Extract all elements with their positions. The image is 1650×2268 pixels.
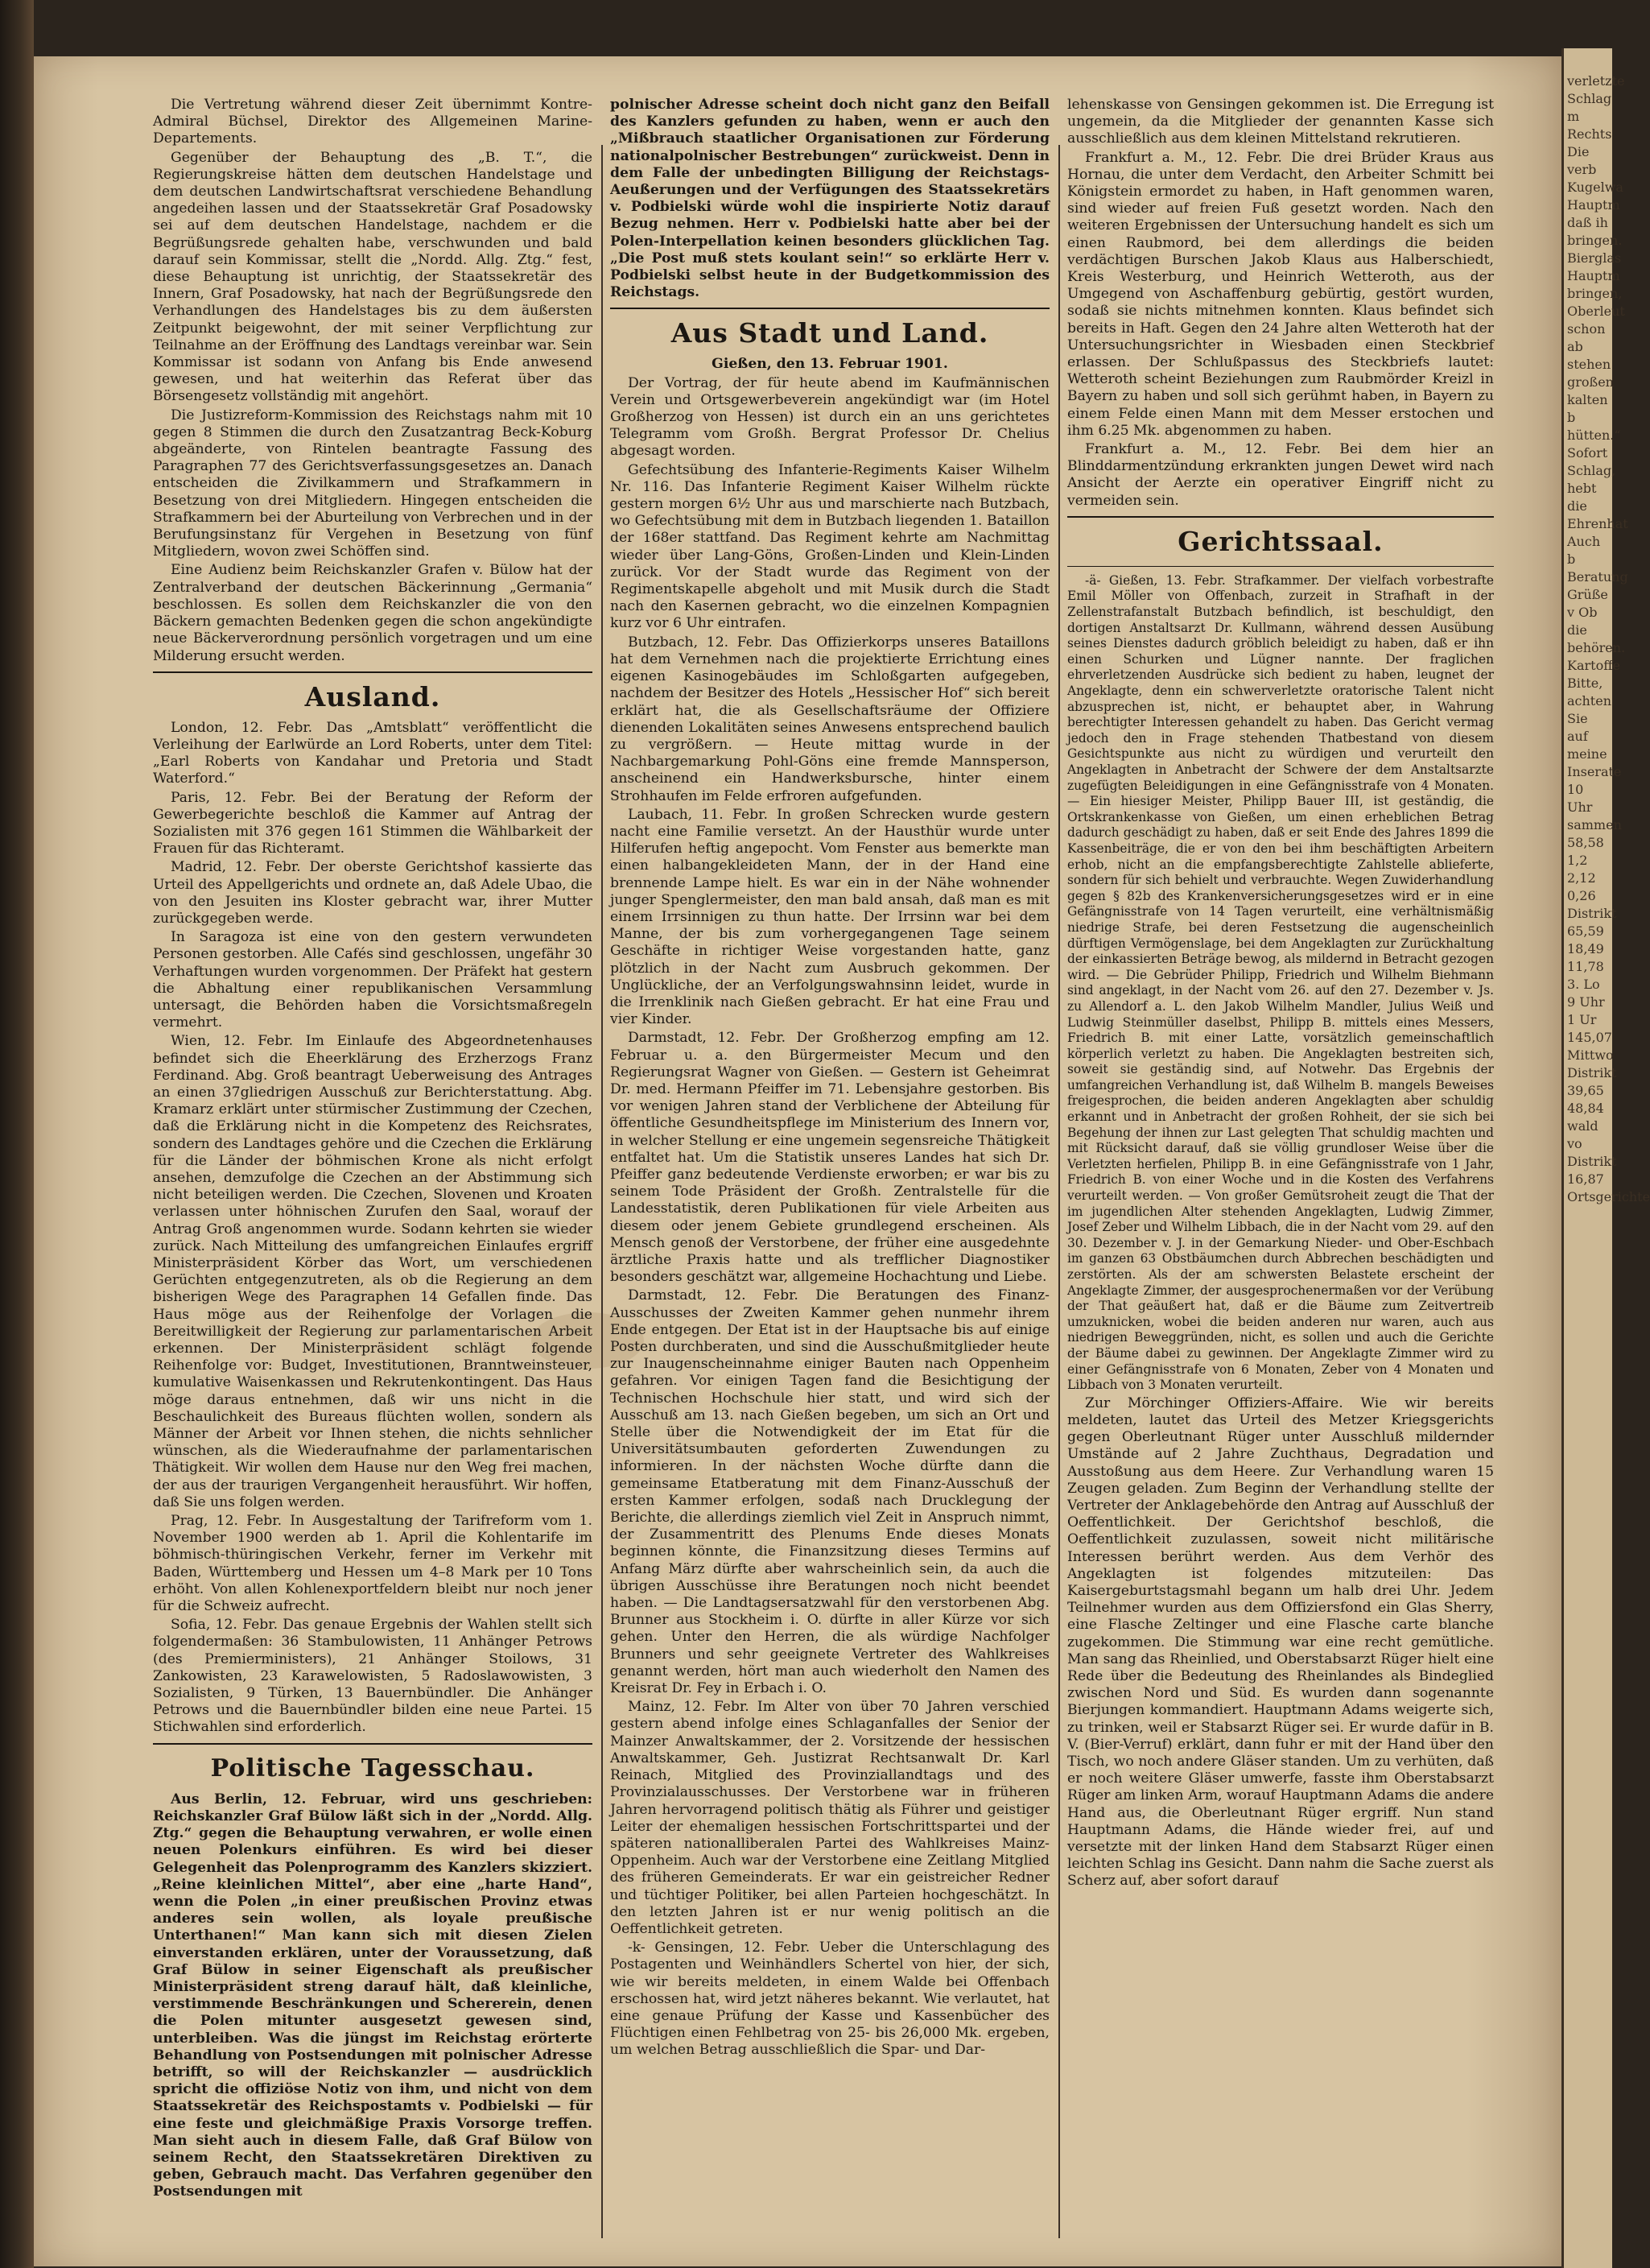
article-paragraph: Gegenüber der Behauptung des „B. T.“, die Regierungskreise hätten dem deutschen Handelstage und dem deutschen Landwirtschaftsrat verschiedene Behandlung angedeihen lassen und der Staatssekretär Graf Posadowsky sei auf dem deutschen Handelstage, nachdem er die Begrüßungsrede gehalten habe, verschwunden und bald darauf sein Kommissar, stellt die „Nordd. Allg. Ztg.“ fest, diese Behauptung ist unrichtig, der Staatssekretär des Innern, Graf Posadowsky, hat nach der Begrüßungsrede den Verhandlungen des Handelstages bis zu dem äußersten Zeitpunkt beigewohnt, der mit seiner Verpflichtung zur Teilnahme an der Eröffnung des Landtags vereinbar war. Sein Kommissar ist sodann von Anfang bis Ende anwesend gewesen, und hat weiterhin das Referat über das Börsengesetz vollständig mit angehört. xyxy=(153,149,592,405)
news-item: Prag, 12. Febr. In Ausgestaltung der Tarifreform vom 1. November 1900 werden ab 1. April die Kohlentarife im böhmisch-thüringischen Verkehr, ferner im Verkehr mit Baden, Württemberg und Hessen um 4–8 Mark per 10 Tons erhöht. Von allen Kohlenexportfeldern bleibt nur noch jener für die Schweiz aufrecht. xyxy=(153,1513,592,1615)
news-item: London, 12. Febr. Das „Amtsblatt“ veröffentlicht die Verleihung der Earlwürde an Lord Roberts, unter dem Titel: „Earl Roberts von Kandahar und Pretoria und Stadt Waterford.“ xyxy=(153,719,592,787)
article-paragraph: Die Justizreform-Kommission des Reichstags nahm mit 10 gegen 8 Stimmen die durch den Zusatzantrag Beck-Koburg abgeänderte, von Rintelen beantragte Fassung des Paragraphen 77 des Gerichtsverfassungsgesetzes an. Danach entscheiden die Zivilkammern und Strafkammern in Besetzung von drei Mitgliedern. Hingegen entscheiden die Strafkammern bei der Aburteilung von Verbrechen und in der Berufungsinstanz für Vergehen in Besetzung von fünf Mitgliedern, wovon zwei Schöffen sind. xyxy=(153,407,592,560)
news-item: Wien, 12. Febr. Im Einlaufe des Abgeordnetenhauses befindet sich die Eheerklärung des Erzherzogs Franz Ferdinand. Abg. Groß beantragt Ueberweisung des Antrages an einen 37gliedrigen Ausschuß zur Berichterstattung. Abg. Kramarz erklärt unter stürmischer Zustimmung der Czechen, daß die Erklärung nicht in die Kompetenz des Reichsrates, sondern des Landtages gehöre und die Czechen die Erklärung für die Länder der böhmischen Krone als nicht erfolgt ansehen, demzufolge die Czechen an der Abstimmung sich nicht beteiligen werden. Die Czechen, Slovenen und Kroaten verlassen unter höhnischen Zurufen den Saal, worauf der Antrag Groß angenommen wurde. Sodann kehrten sie wieder zurück. Nach Mitteilung des umfangreichen Einlaufes ergriff Ministerpräsident Körber das Wort, um verschiedenen Gerüchten entgegenzutreten, als ob die Regierung an dem bisherigen Wege des Paragraphen 14 Gefallen finde. Das Haus möge aus der Reihenfolge der Vorlagen die Bereitwilligkeit der Regierung zur parlamentarischen Arbeit erkennen. Der Ministerpräsident schlägt folgende Reihenfolge vor: Budget, Investitutionen, Branntweinsteuer, kumulative Waisenkassen und Rekrutenkontingent. Das Haus möge daraus entnehmen, daß wir uns nicht in die Beschaulichkeit des Bureaus flüchten wollen, sondern als Männer der Arbeit vor Ihnen stehen, die nichts sehnlicher wünschen, als die Wiederaufnahme der parlamentarischen Thätigkeit. Wir wollen dem Hause nur den Weg frei machen, der aus der traurigen Vergangenheit herausführt. Wir hoffen, daß Sie uns folgen werden. xyxy=(153,1033,592,1510)
column-divider-1 xyxy=(601,145,603,2238)
column-3 xyxy=(1067,97,1494,1892)
news-item: Madrid, 12. Febr. Der oberste Gerichtshof kassierte das Urteil des Appellgerichts und ordnete an, daß Adele Ubao, die von den Jesuiten ins Kloster gebracht war, ihrer Mutter zurückgegeben werde. xyxy=(153,859,592,927)
section-heading-gerichtssaal: Gerichtssaal. xyxy=(1178,525,1384,557)
court-report: -ä- Gießen, 13. Febr. Strafkammer. Der vielfach vorbestrafte Emil Möller von Offenbach, zurzeit in Strafhaft in der Zellenstrafanstalt Butzbach befindlich, ist beschuldigt, den dortigen Anstaltsarzt Dr. Kullmann, während dessen Ausübung seines Dienstes dadurch gröblich beleidigt zu haben, daß er ihn einen Schurken und Lügner nannte. Der fraglichen ehrverletzenden Ausdrücke sich bedient zu haben, leugnet der Angeklagte, denn ein schwerverletzte oratorische Talent nicht abzusprechen ist, nicht, er behauptet aber, in Wahrung berechtigter Interessen gehandelt zu haben. Das Gericht vermag jedoch den in Frage stehenden Thatbestand von diesem Gesichtspunkte aus nicht zu würdigen und verurteilt den Angeklagten in Anbetracht der Schwere der dem Anstaltsarzte zugefügten Beleidigungen in eine Gefängnisstrafe von 4 Monaten. — Ein hiesiger Meister, Philipp Bauer III, ist geständig, die Ortskrankenkasse von Gießen, um einen erheblichen Betrag dadurch geschädigt zu haben, daß er seit Ende des Jahres 1899 die Kassenbeiträge, die er von den bei ihm beschäftigten Arbeitern erhob, nicht an die empfangsberechtigte Zahlstelle ablieferte, sondern für sich behielt und verbrauchte. Wegen Zuwiderhandlung gegen § 82b des Krankenversicherungsgesetzes wird er in eine Gefängnisstrafe von 14 Tagen verurteilt, eine verhältnismäßig niedrige Strafe, bei deren Festsetzung die augenscheinlich dürftigen Vermögenslage, bei dem Angeklagten zur Zurückhaltung der einkassierten Beträge bewog, als mildernd in Betracht gezogen wird. — Die Gebrüder Philipp, Friedrich und Wilhelm Biehmann sind angeklagt, in der Nacht vom 26. auf den 27. Dezember v. Js. zu Allendorf a. L. den Jakob Wilhelm Mandler, Julius Weiß und Ludwig Steinmüller daselbst, Philipp B. mittels eines Messers, Friedrich B. mit einer Latte, vorsätzlich gemeinschaftlich körperlich verletzt zu haben. Die Angeklagten bestreiten sich, soweit sie geständig sind, auf Notwehr. Das Ergebnis der umfangreichen Verhandlung ist, daß Wilhelm B. mangels Beweises freigesprochen, die beiden anderen Angeklagten aber schuldig erkannt und in Anbetracht der großen Rohheit, der sie sich bei Begehung der ihnen zur Last gelegten That schuldig machten und mit Rücksicht darauf, daß sie völlig grundloser Weise über die Verletzten herfielen, Philipp B. in eine Gefängnisstrafe von 1 Jahr, Friedrich B. von einer Woche und in die Kosten des Verfahrens verurteilt werden. — Von großer Gemütsroheit zeugt die That der im jugendlichen Alter stehenden Angeklagten, Ludwig Zimmer, Josef Zeber und Wilhelm Libbach, die in der Nacht vom 29. auf den 30. Dezember v. J. in der Gemarkung Nieder- und Ober-Eschbach im ganzen 63 Obstbäumchen durch Abbrechen beschädigten und zerstörten. Als der am schwersten Belastete erscheint der Angeklagte Zimmer, der ausgesprochenermaßen vor der Verübung der That geäußert hat, daß er die Bäume zum Zeitvertreib umzuknicken, wobei die beiden anderen nur waren, auch aus niedrigen Beweggründen, nicht, es sollen und auch die Gerichte der Bäume dabei zu gewinnen. Der Angeklagte Zimmer wird zu einer Gefängnisstrafe von 6 Monaten, Zeber von 4 Monaten und Libbach von 3 Monaten verurteilt. xyxy=(1067,572,1494,1393)
section-rule xyxy=(1067,566,1494,567)
adjacent-page-edge xyxy=(1561,48,1650,2268)
section-rule xyxy=(610,308,1050,309)
news-item: Paris, 12. Febr. Bei der Beratung der Reform der Gewerbegerichte beschloß die Kammer auf Antrag der Sozialisten mit 376 gegen 161 Stimmen die Wählbarkeit der Frauen für das Richteramt. xyxy=(153,789,592,857)
column-1 xyxy=(153,97,592,2203)
news-item: Darmstadt, 12. Febr. Der Großherzog empfing am 12. Februar u. a. den Bürgermeister Mecum und den Regierungsrat Wagner von Gießen. — Gestern ist Geheimrat Dr. med. Hermann Pfeiffer im 71. Lebensjahre gestorben. Bis vor wenigen Jahren stand der Verblichene der Abteilung für öffentliche Gesundheitspflege im Ministerium des Innern vor, in welcher Stellung er eine ungemein segensreiche Thätigkeit entfaltet hat. Um die Statistik unseres Landes hat sich Dr. Pfeiffer ganz bedeutende Verdienste erworben; er war bis zu seinem Tode Präsident der Großh. Zentralstelle für die Landesstatistik, deren Publikationen für viele Arbeiten aus diesem oder jenem Gebiete grundlegend erscheinen. Als Mensch genoß der Verstorbene, der früher eine ausgedehnte ärztliche Praxis hatte und als trefflicher Diagnostiker besonders geschätzt war, allgemeine Hochachtung und Liebe. xyxy=(610,1030,1050,1286)
news-item: In Saragoza ist eine von den gestern verwundeten Personen gestorben. Alle Cafés sind geschlossen, ungefähr 30 Verhaftungen wurden vorgenommen. Der Präfekt hat gestern die Abhaltung einer republikanischen Versammlung untersagt, die Behörden haben die Vorsichtsmaßregeln vermehrt. xyxy=(153,929,592,1031)
article-paragraph: Die Vertretung während dieser Zeit übernimmt Kontre-Admiral Büchsel, Direktor des Allgemeinen Marine-Departements. xyxy=(153,97,592,147)
article-paragraph: lehenskasse von Gensingen gekommen ist. Die Erregung ist ungemein, da die Mitglieder der genannten Kasse sich ausschließlich aus dem kleinen Mittelstand rekrutieren. xyxy=(1067,97,1494,147)
dateline: Gießen, den 13. Februar 1901. xyxy=(712,356,948,373)
news-item: Gefechtsübung des Infanterie-Regiments Kaiser Wilhelm Nr. 116. Das Infanterie Regiment Kaiser Wilhelm rückte gestern morgen 6½ Uhr aus und marschierte nach Butzbach, wo Gefechtsübung mit dem in Butzbach liegenden 1. Bataillon der 168er stattfand. Das Regiment kehrte am Nachmittag wieder über Lang-Göns, Großen-Linden und Klein-Linden zurück. Vor der Stadt wurde das Regiment von der Regimentskapelle abgeholt und mit Musik durch die Stadt nach den Kasernen gebracht, wo die einzelnen Kompagnien kurz vor 6 Uhr eintrafen. xyxy=(610,461,1050,632)
news-item: Darmstadt, 12. Febr. Die Beratungen des Finanz-Ausschusses der Zweiten Kammer gehen nunmehr ihrem Ende entgegen. Der Etat ist in der Hauptsache bis auf einige Posten durchberaten, und sind die Ausschußmitglieder heute zur Inaugenscheinnahme einiger Bauten nach Oppenheim gefahren. Vor einigen Tagen fand die Besichtigung der Technischen Hochschule hier statt, und wird sich der Ausschuß am 13. nach Gießen begeben, um sich an Ort und Stelle über die Notwendigkeit der im Etat für die Universitätsumbauten geforderten Zuwendungen zu informieren. In der nächsten Woche dürfte dann die gemeinsame Etatberatung mit dem Finanz-Ausschuß der ersten Kammer erfolgen, sodaß nach Drucklegung der Berichte, die allerdings ziemlich viel Zeit in Anspruch nimmt, der Zusammentritt des Plenums Ende dieses Monats beginnen könnte, die Finanzsitzung dieses Termins auf Anfang März dürfte aber wahrscheinlich sein, da auch die übrigen Ausschüsse ihre Beratungen noch nicht beendet haben. — Die Landtagsersatzwahl für den verstorbenen Abg. Brunner aus Stockheim i. O. dürfte in aller Kürze vor sich gehen. Unter den Herren, die als würdige Nachfolger Brunners und sehr geeignete Vertreter des Wahlkreises genannt werden, hört man auch wiederholt den Namen des Kreisrat Dr. Fey in Erbach i. O. xyxy=(610,1287,1050,1697)
section-rule xyxy=(1067,516,1494,518)
news-item: Sofia, 12. Febr. Das genaue Ergebnis der Wahlen stellt sich folgendermaßen: 36 Stambulowisten, 11 Anhänger Petrows (des Premierministers), 21 Anhänger Stoilows, 31 Zankowisten, 23 Karawelowisten, 5 Radoslawowisten, 3 Sozialisten, 9 Türken, 13 Bauernbündler. Die Anhänger Petrows und die Bauernbündler bilden eine neue Partei. 15 Stichwahlen sind erforderlich. xyxy=(153,1617,592,1736)
news-item: Butzbach, 12. Febr. Das Offizierkorps unseres Bataillons hat dem Vernehmen nach die projektierte Errichtung eines eigenen Kasinogebäudes im Schloßgarten aufgegeben, nachdem der Besitzer des Hotels „Hessischer Hof“ sich bereit erklärt hat, die als Gesellschaftsräume der Offiziere dienenden Lokalitäten seines Anwesens entsprechend baulich zu vergrößern. — Heute mittag wurde in der Nachbargemarkung Pohl-Göns eine fremde Mannsperson, anscheinend ein Handwerksbursche, hinter einem Strohhaufen im Felde erfroren aufgefunden. xyxy=(610,634,1050,804)
adjacent-page-text: verletzte Schlag m Rechts Die verb Kugelwa Hauptm daß ih bringen. Bierglas Hauptm bringen, Oberleut schon ab stehen großen kalten b hütten.“ Sofort Schlag, hebt die Ehrenhat Auch b Beratung Grüße v Ob die behören. Kartoffe Bitte, achten Sie auf meine Inserate 10 Uhr sammen 58,58 1,2 2,12 0,26 Distrikt 65,59 18,49 11,78 3. Lo 9 Uhr 1 Ur 145,07 Mittwo Distrikt 39,65 48,84 wald vo Distrikt 16,87 Ortsgerichte xyxy=(1567,73,1650,1204)
news-item: Frankfurt a. M., 12. Febr. Die drei Brüder Kraus aus Hornau, die unter dem Verdacht, den Arbeiter Schmitt bei Königstein ermordet zu haben, in Haft genommen waren, sind wieder auf freien Fuß gesetzt worden. Nach den weiteren Ergebnissen der Untersuchung handelt es sich um einen Raubmord, bei dem allerdings die beiden verdächtigen Burschen Jakob Klaus aus Halberschiedt, Kreis Westerburg, und Heinrich Wetteroth, aus der Umgegend von Aschaffenburg gebürtig, gestört wurden, sodaß sie nichts mitnehmen konnten. Klaus befindet sich bereits in Haft. Gegen den 24 Jahre alten Wetteroth hat der Untersuchungsrichter in Wiesbaden einen Steckbrief erlassen. Der Schlußpassus des Steckbriefs lautet: Wetteroth scheint Beziehungen zum Raubmörder Kreizl in Bayern zu haben und soll sich gerühmt haben, in Bayern zu einem Felde einen Mann mit dem Messer erstochen und ihm 6.25 Mk. abgenommen zu haben. xyxy=(1067,149,1494,439)
column-2 xyxy=(610,97,1050,2061)
section-rule xyxy=(153,1743,592,1745)
news-item: Zur Mörchinger Offiziers-Affaire. Wie wir bereits meldeten, lautet das Urteil des Metzer Kriegsgerichts gegen Oberleutnant Rüger unter Ausschluß mildernder Umstände auf 2 Jahre Zuchthaus, Degradation und Ausstoßung aus dem Heere. Zur Verhandlung waren 15 Zeugen geladen. Zum Beginn der Verhandlung stellte der Vertreter der Anklagebehörde den Antrag auf Ausschluß der Oeffentlichkeit. Der Gerichtshof beschloß, die Oeffentlichkeit zuzulassen, soweit nicht militärische Interessen berührt werden. Aus dem Verhör des Angeklagten ist folgendes mitzuteilen: Das Kaisergeburtstagsmahl begann um halb drei Uhr. Jedem Teilnehmer wurden aus dem Offiziersfond ein Glas Sherry, eine Flasche Zeltinger und eine Flasche carte blanche zugekommen. Die Stimmung war eine recht gemütliche. Man sang das Rheinlied, und Oberstabsarzt Rüger hielt eine Rede über die Bedeutung des Rheinlandes als Bindeglied zwischen Nord und Süd. Es wurden dann sogenannte Bierjungen kommandiert. Hauptmann Adams weigerte sich, zu trinken, weil er Stabsarzt Rüger sei. Er wurde dafür in B. V. (Bier-Verruf) erklärt, dann fuhr er mit der Hand über den Tisch, wo noch andere Gläser standen. Um zu verhüten, daß er noch weitere Gläser umwerfe, fasste ihm Oberstabsarzt Rüger am linken Arm, worauf Hauptmann Adams die andere Hand aus, die Oberleutnant Rüger ergriff. Nun stand Hauptmann Adams, die Hände wieder frei, auf und versetzte mit der linken Hand dem Stabsarzt Rüger einen leichten Schlag ins Gesicht. Dann nahm die Sache zuerst als Scherz auf, aber sofort darauf xyxy=(1067,1394,1494,1890)
article-paragraph: polnischer Adresse scheint doch nicht ganz den Beifall des Kanzlers gefunden zu haben, wenn er auch den „Mißbrauch staatlicher Organisationen zur Förderung nationalpolnischer Bestrebungen“ zurückweist. Denn in dem Falle der unbedingten Billigung der Reichstags-Aeußerungen und der Verfügungen des Staatssekretärs v. Podbielski würde wohl die inspirierte Notiz darauf Bezug nehmen. Herr v. Podbielski hatte aber bei der Polen-Interpellation keinen besonders glücklichen Tag. „Die Post muß stets koulant sein!“ so erklärte Herr v. Podbielski selbst heute in der Budgetkommission des Reichstags. xyxy=(610,97,1050,301)
news-item: -k- Gensingen, 12. Febr. Ueber die Unterschlagung des Postagenten und Weinhändlers Schertel von hier, der sich, wie wir bereits meldeten, in einem Walde bei Offenbach erschossen hat, wird jetzt näheres bekannt. Wie verlautet, hat eine genaue Prüfung der Kasse und Kassenbücher des Flüchtigen einen Fehlbetrag von 25- bis 26,000 Mk. ergeben, um welchen Betrag ausschließlich die Spar- und Dar- xyxy=(610,1940,1050,2059)
section-heading-politische-tagesschau: Politische Tagesschau. xyxy=(210,1754,535,1783)
section-heading-aus-stadt-und-land: Aus Stadt und Land. xyxy=(670,317,989,349)
article-paragraph: Eine Audienz beim Reichskanzler Grafen v. Bülow hat der Zentralverband der deutschen Bäckerinnung „Germania“ beschlossen. Es sollen dem Reichskanzler die von den Bäckern gemachten Bedenken gegen die schon angekündigte neue Bäckerverordnung persönlich vorgetragen und um eine Milderung ersucht werden. xyxy=(153,562,592,664)
book-spine xyxy=(0,0,34,2268)
news-item: Der Vortrag, der für heute abend im Kaufmännischen Verein und Ortsgewerbeverein angekündigt war (im Hotel Großherzog von Hessen) ist durch ein an uns gerichtetes Telegramm vom Großh. Bergrat Professor Dr. Chelius abgesagt worden. xyxy=(610,374,1050,460)
news-item: Laubach, 11. Febr. In großen Schrecken wurde gestern nacht eine Familie versetzt. An der Hausthür wurde unter Hilferufen heftig angepocht. Vom Fenster aus bemerkte man einen halbangekleideten Mann, der in der Hand eine brennende Lampe hielt. Es war ein in der Nähe wohnender junger Spenglermeister, den man bald ansah, daß man es mit einem Irrsinnigen zu thun hatte. Der Irrsinn war bei dem Manne, der bis zum vorhergegangenen Tage seinem Geschäfte in richtiger Weise vorgestanden hatte, ganz plötzlich in der Nacht zum Ausbruch gekommen. Der Unglückliche, der an Verfolgungswahnsinn leidet, wurde in die Irrenklinik nach Gießen gebracht. Er hat eine Frau und vier Kinder. xyxy=(610,806,1050,1028)
news-item: Frankfurt a. M., 12. Febr. Bei dem hier an Blinddarmentzündung erkrankten jungen Dewet wird nach Ansicht der Aerzte ein operativer Eingriff nicht zu vermeiden sein. xyxy=(1067,441,1494,509)
column-divider-2 xyxy=(1058,145,1060,2238)
news-item: Mainz, 12. Febr. Im Alter von über 70 Jahren verschied gestern abend infolge eines Schlaganfalles der Senior der Mainzer Anwaltskammer, der 2. Vorsitzende der hessischen Anwaltskammer, Geh. Justizrat Rechtsanwalt Dr. Karl Reinach, Mitglied des Provinziallandtags und des Provinzialausschusses. Der Verstorbene war in früheren Jahren hervorragend politisch thätig als Führer und geistiger Leiter der ehemaligen hessischen Fortschrittspartei und der späteren nationalliberalen Partei des Wahlkreises Mainz-Oppenheim. Auch war der Verstorbene eine Zeitlang Mitglied des früheren Gemeinderats. Er war ein geistreicher Redner und tüchtiger Politiker, bei allen Parteien hochgeschätzt. In den letzten Jahren ist er nur wenig politisch an die Oeffentlichkeit getreten. xyxy=(610,1699,1050,1937)
section-heading-ausland: Ausland. xyxy=(304,680,441,713)
section-rule xyxy=(153,671,592,673)
news-item: Aus Berlin, 12. Februar, wird uns geschrieben: Reichskanzler Graf Bülow läßt sich in der „Nordd. Allg. Ztg.“ gegen die Behauptung verwahren, er wolle einen neuen Polenkurs einführen. Es wird bei dieser Gelegenheit das Polenprogramm des Kanzlers skizziert. „Reine kleinlichen Mittel“, aber eine „harte Hand“, wenn die Polen „in einer preußischen Provinz etwas anderes sein wollen, als loyale preußische Unterthanen!“ Man kann sich mit diesen Zielen einverstanden erklären, unter der Voraussetzung, daß Graf Bülow in seiner Eigenschaft als preußischer Ministerpräsident streng darauf hält, daß kleinliche, verstimmende Beschränkungen und Schererein, denen die Polen mitunter ausgesetzt gewesen sind, unterbleiben. Was die jüngst im Reichstag erörterte Behandlung von Postsendungen mit polnischer Adresse betrifft, so will der Reichskanzler — ausdrücklich spricht die offiziöse Notiz von ihm, und nicht von dem Staatssekretär des Reichspostamts v. Podbielski — für eine feste und gleichmäßige Praxis Vorsorge treffen. Man sieht auch in diesem Falle, daß Graf Bülow von seinem Recht, den Staatssekretären Direktiven zu geben, Gebrauch macht. Das Verfahren gegenüber den Postsendungen mit xyxy=(153,1791,592,2200)
